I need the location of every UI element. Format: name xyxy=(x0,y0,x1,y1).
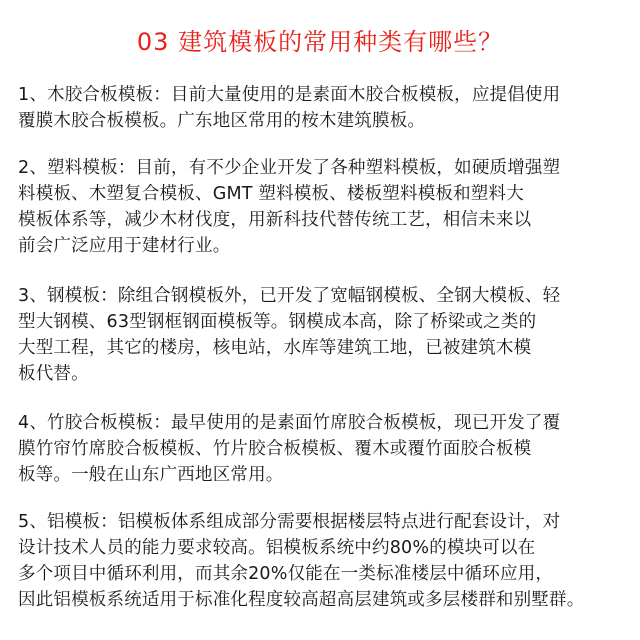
paragraph-line: 1、木胶合板模板：目前大量使用的是素面木胶合板模板，应提倡使用 xyxy=(18,85,561,105)
paragraph-line: 4、竹胶合板模板：最早使用的是素面竹席胶合板模板，现已开发了覆 xyxy=(18,413,561,433)
paragraph-line: 覆膜木胶合板模板。广东地区常用的桉木建筑膜板。 xyxy=(18,111,426,131)
paragraph-line: 大型工程，其它的楼房，核电站，水库等建筑工地，已被建筑木模 xyxy=(18,338,532,358)
paragraph-line: 设计技术人员的能力要求较高。铝模板系统中约80%的模块可以在 xyxy=(18,538,536,558)
paragraph-line: 5、铝模板：铝模板体系组成部分需要根据楼层特点进行配套设计，对 xyxy=(18,512,561,532)
paragraph-line: 因此铝模板系统适用于标准化程度较高超高层建筑或多层楼群和别墅群。 xyxy=(18,590,585,610)
paragraph-line: 膜竹帘竹席胶合板模板、竹片胶合板模板、覆木或覆竹面胶合板模 xyxy=(18,439,532,459)
paragraph-line: 多个项目中循环利用，而其余20%仅能在一类标准楼层中循环应用， xyxy=(18,564,554,584)
paragraph-line: 料模板、木塑复合模板、GMT 塑料模板、楼板塑料模板和塑料大 xyxy=(18,184,524,204)
paragraph-line: 2、塑料模板：目前，有不少企业开发了各种塑料模板，如硬质增强塑 xyxy=(18,158,561,178)
paragraph-line: 3、钢模板：除组合钢模板外，已开发了宽幅钢模板、全钢大模板、轻 xyxy=(18,286,561,306)
paragraph-line: 模板体系等，减少木材伐度，用新科技代替传统工艺，相信未来以 xyxy=(18,210,532,230)
section-plastic-formwork xyxy=(18,155,628,259)
paragraph-line: 前会广泛应用于建材行业。 xyxy=(18,236,231,256)
section-steel-formwork xyxy=(18,283,628,387)
paragraph-line: 板代替。 xyxy=(18,364,89,384)
page-title: 03 建筑模板的常用种类有哪些？ xyxy=(136,28,504,56)
section-plywood-formwork xyxy=(18,82,628,134)
section-aluminum-formwork xyxy=(18,509,628,613)
section-bamboo-formwork xyxy=(18,410,628,488)
paragraph-line: 板等。一般在山东广西地区常用。 xyxy=(18,465,284,485)
paragraph-line: 型大钢模、63型钢框钢面模板等。钢模成本高，除了桥梁或之类的 xyxy=(18,312,537,332)
